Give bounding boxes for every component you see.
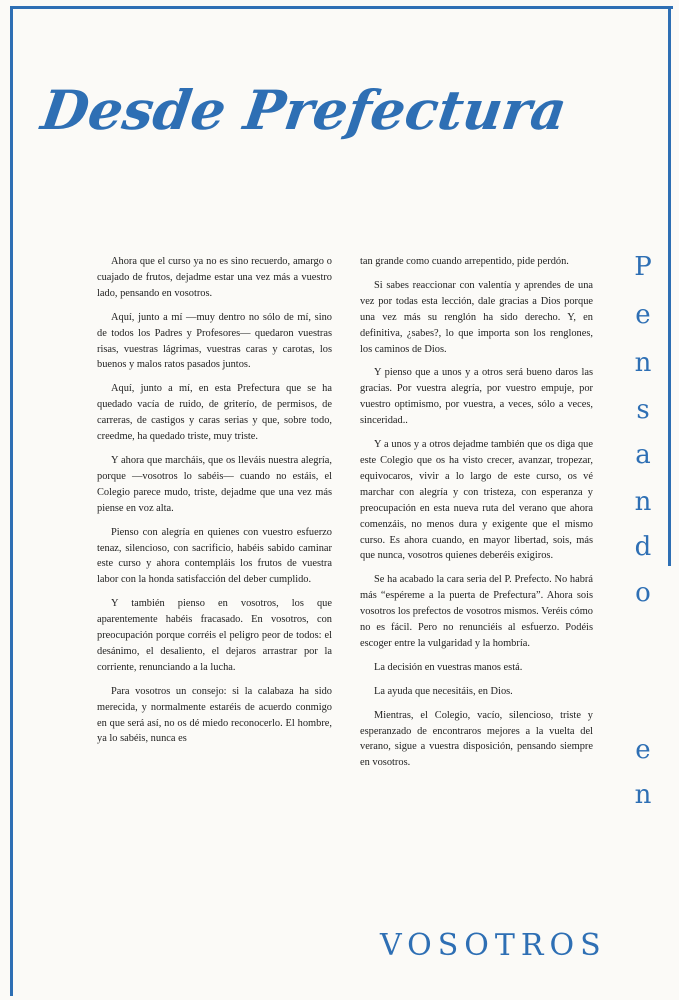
side-letter: a: [635, 440, 651, 470]
right-column: [360, 254, 593, 779]
paragraph: Se ha acabado la cara seria del P. Prefecto. No habrá más “espéreme a la puerta de Prefectura”. Ahora sois vosotros los prefectos de vosotros mismos. Veréis cómo no es fácil. Pero no renunciéis al esfuerzo. Podéis escoger entre la vulgaridad y la hombría.: [360, 574, 593, 649]
paragraph: La decisión en vuestras manos está.: [374, 661, 523, 673]
paragraph: Aquí, junto a mí —muy dentro no sólo de mí, sino de todos los Padres y Profesores— quedaron vuestras risas, vuestras lágrimas, vuestras caras y carotas, los buenos y malos ratos pasados juntos.: [97, 311, 332, 371]
paragraph: Y a unos y a otros dejadme también que os diga que este Colegio que os ha visto crecer, avanzar, tropezar, equivocaros, vivir a lo largo de este curso, os vé marchar con alegría y con tristeza, con esperanza y preocupación en esta nueva ruta del verano que ahora comenzáis, no menos dura y exigente que el mismo curso. Es ahora cuando, en mayor libertad, sois, más que nunca, vosotros quienes deberéis exigiros.: [360, 439, 593, 562]
page-title: Desde Prefectura: [37, 78, 571, 142]
paragraph: Y ahora que marcháis, que os lleváis nuestra alegría, porque —vosotros lo sabéis— cuando no estáis, el Colegio parece mudo, triste, dejadme que una vez más piense en voz alta.: [97, 454, 332, 514]
left-column: [97, 254, 332, 755]
paragraph: Ahora que el curso ya no es sino recuerdo, amargo o cuajado de frutos, dejadme estar una vez más a vuestro lado, pensando en vosotros.: [97, 256, 332, 299]
paragraph: Si sabes reaccionar con valentía y aprendes de una vez por todas esta lección, dale gracias a Dios porque una vez más su renglón ha sido derecho. Y, en definitiva, ¿sabes?, lo que importa son los renglones, los caminos de Dios.: [360, 279, 593, 355]
side-letter: s: [636, 395, 650, 425]
frame-right-rule: [668, 6, 671, 566]
paragraph: Y también pienso en vosotros, los que aparentemente habéis fracasado. En vosotros, con preocupación porque corréis el peligro peor de todos: el desánimo, el desaliento, el dejaros arrastrar por la corriente, renunciando a la lucha.: [97, 598, 332, 673]
frame-top-rule: [10, 6, 673, 9]
side-letter: P: [634, 252, 652, 282]
paragraph: Y pienso que a unos y a otros será bueno daros las gracias. Por vuestra alegría, por vuestro empuje, por vuestro optimismo, por vuestra, a veces, sólo a veces, sinceridad..: [360, 367, 593, 427]
side-letter: n: [634, 780, 652, 810]
side-letter: d: [634, 532, 652, 562]
paragraph: tan grande como cuando arrepentido, pide perdón.: [360, 256, 569, 267]
paragraph: Aquí, junto a mí, en esta Prefectura que se ha quedado vacía de ruido, de griterío, de permisos, de carreras, de castigos y caras serias y que, sobre todo, creedme, ha quedado triste, muy triste.: [97, 383, 332, 443]
frame-left-rule: [10, 6, 13, 996]
side-letter: e: [635, 300, 651, 330]
side-letter: n: [634, 487, 652, 517]
paragraph: Pienso con alegría en quienes con vuestro esfuerzo tenaz, silencioso, con sacrificio, habéis sabido caminar este curso y ahora contempláis los frutos de vuestra labor con la honda satisfacción del deber cumplido.: [97, 526, 332, 586]
paragraph: Para vosotros un consejo: si la calabaza ha sido merecida, y normalmente estaréis de acuerdo conmigo en que será así, no os dé miedo reconocerlo. El hombre, ya lo sabéis, nunca es: [97, 685, 332, 745]
side-letter: n: [634, 348, 652, 378]
paragraph: Mientras, el Colegio, vacío, silencioso, triste y esperanzado de encontraros mejores a la vuelta del verano, sigue a vuestra disposición, pensando siempre en vosotros.: [360, 709, 593, 769]
bottom-word: VOSOTROS: [380, 928, 607, 963]
side-letter: e: [635, 735, 651, 765]
side-letter: o: [635, 578, 651, 608]
paragraph: La ayuda que necesitáis, en Dios.: [374, 685, 513, 697]
